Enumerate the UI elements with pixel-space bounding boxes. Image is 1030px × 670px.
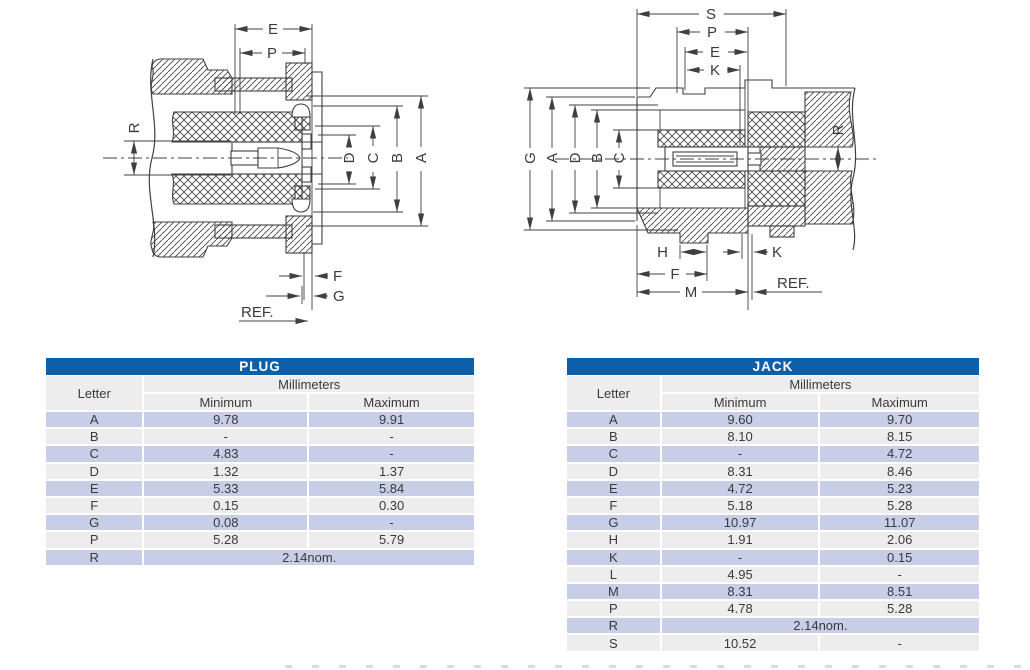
maximum-value-cell: 0.15: [820, 550, 979, 567]
maximum-value-cell: 5.23: [820, 481, 979, 498]
maximum-value-cell: 5.28: [820, 498, 979, 515]
letter-cell: H: [567, 532, 662, 549]
letter-cell: L: [567, 567, 662, 584]
plug-dim-label-C: C: [365, 152, 382, 164]
table-row: [567, 481, 979, 498]
table-row: [567, 446, 979, 463]
maximum-value-cell: 8.51: [820, 584, 979, 601]
letter-cell: E: [567, 481, 662, 498]
letter-cell: R: [46, 550, 144, 567]
maximum-value-cell: 8.15: [820, 429, 979, 446]
plug-dome-bottom: [292, 199, 310, 212]
maximum-value-cell: 5.84: [309, 481, 474, 498]
jack-dim-label-K-top: K: [709, 62, 721, 79]
jack-table: [567, 358, 979, 653]
letter-cell: G: [46, 515, 144, 532]
minimum-value-cell: -: [144, 429, 309, 446]
jack-dim-label-B: B: [589, 152, 606, 164]
jack-dim-label-M: M: [684, 284, 698, 301]
letter-column-header: Letter: [567, 376, 662, 412]
maximum-value-cell: -: [309, 429, 474, 446]
letter-cell: C: [567, 446, 662, 463]
minimum-value-cell: 4.95: [662, 567, 821, 584]
minimum-value-cell: 4.78: [662, 601, 821, 618]
unit-column-header: Millimeters: [662, 376, 979, 394]
plug-shell-top-band: [215, 78, 292, 91]
jack-insulator-band-top: [658, 130, 745, 147]
maximum-column-header: Maximum: [820, 394, 979, 412]
letter-cell: K: [567, 550, 662, 567]
plug-diagram: [95, 5, 465, 330]
table-row: [46, 446, 474, 463]
letter-cell: D: [567, 464, 662, 481]
plug-dim-label-G: G: [333, 288, 345, 305]
maximum-value-cell: 8.46: [820, 464, 979, 481]
table-row: [567, 412, 979, 429]
minimum-value-cell: 1.91: [662, 532, 821, 549]
table-row: [567, 550, 979, 567]
jack-dim-label-C: C: [611, 152, 628, 164]
letter-cell: D: [46, 464, 144, 481]
table-row: [567, 567, 979, 584]
plug-gasket-hatch-bottom: [295, 186, 310, 199]
minimum-value-cell: 4.83: [144, 446, 309, 463]
table-row: [46, 464, 474, 481]
maximum-value-cell: -: [309, 446, 474, 463]
jack-dim-label-E: E: [709, 44, 721, 61]
minimum-value-cell: 0.08: [144, 515, 309, 532]
table-row: [46, 412, 474, 429]
jack-body-far-bottom: [805, 171, 854, 224]
jack-dim-label-F: F: [670, 266, 680, 283]
table-row: [567, 635, 979, 652]
letter-cell: A: [567, 412, 662, 429]
jack-insulator-block-bottom: [748, 171, 805, 206]
minimum-value-cell: 9.78: [144, 412, 309, 429]
jack-table-title: JACK: [567, 358, 979, 375]
jack-body-bottom-step: [770, 226, 794, 237]
table-row: [46, 532, 474, 549]
table-row: [46, 550, 474, 567]
maximum-value-cell: 9.70: [820, 412, 979, 429]
minimum-value-cell: 1.32: [144, 464, 309, 481]
table-row: [567, 464, 979, 481]
minimum-value-cell: 10.52: [662, 635, 821, 652]
jack-dim-label-S: S: [705, 6, 717, 23]
plug-dim-label-A: A: [413, 152, 430, 164]
jack-body: [555, 80, 878, 250]
table-row: [46, 498, 474, 515]
plug-insulator-bottom: [172, 174, 302, 204]
letter-cell: C: [46, 446, 144, 463]
jack-dim-label-D: D: [567, 152, 584, 164]
letter-cell: F: [567, 498, 662, 515]
letter-cell: G: [567, 515, 662, 532]
table-row: [567, 429, 979, 446]
jack-diagram: [500, 0, 900, 320]
table-row: [46, 481, 474, 498]
plug-dome-top: [292, 104, 310, 117]
plug-dimension-table: [46, 376, 474, 567]
plug-dim-label-P: P: [266, 45, 278, 62]
jack-body-far-top: [805, 92, 853, 147]
plug-shell-bottom-block: [151, 222, 232, 257]
maximum-value-cell: 11.07: [820, 515, 979, 532]
table-row: [567, 618, 979, 635]
maximum-value-cell: -: [820, 567, 979, 584]
table-row: [46, 429, 474, 446]
jack-dim-label-H: H: [657, 244, 668, 261]
jack-dim-label-G: G: [522, 152, 539, 164]
jack-dim-label-A: A: [544, 152, 561, 164]
plug-dim-label-B: B: [389, 152, 406, 164]
letter-cell: B: [567, 429, 662, 446]
maximum-value-cell: 5.79: [309, 532, 474, 549]
maximum-value-cell: 4.72: [820, 446, 979, 463]
table-row: [567, 601, 979, 618]
maximum-value-cell: -: [820, 635, 979, 652]
minimum-value-cell: -: [662, 446, 821, 463]
table-row: [567, 584, 979, 601]
plug-gasket-hatch-top: [295, 117, 310, 130]
plug-dim-label-F: F: [333, 268, 343, 285]
jack-shell-bottom: [637, 208, 748, 243]
letter-cell: M: [567, 584, 662, 601]
minimum-value-cell: 5.33: [144, 481, 309, 498]
table-row: [46, 515, 474, 532]
plug-flange-top: [286, 63, 312, 100]
plug-dim-label-D: D: [341, 152, 358, 164]
letter-column-header: Letter: [46, 376, 144, 412]
minimum-value-cell: 5.28: [144, 532, 309, 549]
jack-body-bottom-right: [748, 206, 805, 226]
plug-dim-label-R: R: [126, 122, 143, 134]
maximum-value-cell: 9.91: [309, 412, 474, 429]
plug-body: [103, 59, 348, 257]
maximum-column-header: Maximum: [309, 394, 474, 412]
minimum-column-header: Minimum: [144, 394, 309, 412]
jack-dimension-table: [567, 376, 979, 653]
letter-cell: P: [46, 532, 144, 549]
nominal-value-cell: 2.14nom.: [662, 618, 979, 635]
plug-ref-label: REF.: [241, 304, 274, 321]
unit-column-header: Millimeters: [144, 376, 474, 394]
jack-ref-label: REF.: [777, 275, 810, 292]
minimum-value-cell: 8.31: [662, 464, 821, 481]
plug-insulator-top: [172, 112, 302, 142]
letter-cell: A: [46, 412, 144, 429]
jack-dim-label-K-bottom: K: [772, 244, 783, 261]
page-bottom-divider: [285, 665, 1030, 668]
maximum-value-cell: 5.28: [820, 601, 979, 618]
jack-insulator-band-bottom: [658, 171, 745, 188]
minimum-value-cell: 0.15: [144, 498, 309, 515]
maximum-value-cell: 1.37: [309, 464, 474, 481]
minimum-column-header: Minimum: [662, 394, 821, 412]
table-row: [567, 532, 979, 549]
letter-cell: S: [567, 635, 662, 652]
table-row: [567, 515, 979, 532]
maximum-value-cell: -: [309, 515, 474, 532]
letter-cell: F: [46, 498, 144, 515]
plug-dim-label-E: E: [267, 21, 279, 38]
jack-insulator-block-top: [748, 112, 805, 147]
letter-cell: B: [46, 429, 144, 446]
jack-dim-label-P: P: [706, 24, 718, 41]
minimum-value-cell: 10.97: [662, 515, 821, 532]
plug-table: [46, 358, 474, 567]
jack-break-edge: [851, 88, 856, 250]
nominal-value-cell: 2.14nom.: [144, 550, 474, 567]
table-row: [567, 498, 979, 515]
minimum-value-cell: 8.10: [662, 429, 821, 446]
jack-dim-label-R: R: [830, 124, 847, 136]
plug-table-title: PLUG: [46, 358, 474, 375]
maximum-value-cell: 2.06: [820, 532, 979, 549]
maximum-value-cell: 0.30: [309, 498, 474, 515]
minimum-value-cell: -: [662, 550, 821, 567]
minimum-value-cell: 9.60: [662, 412, 821, 429]
letter-cell: P: [567, 601, 662, 618]
minimum-value-cell: 5.18: [662, 498, 821, 515]
minimum-value-cell: 8.31: [662, 584, 821, 601]
letter-cell: E: [46, 481, 144, 498]
minimum-value-cell: 4.72: [662, 481, 821, 498]
letter-cell: R: [567, 618, 662, 635]
